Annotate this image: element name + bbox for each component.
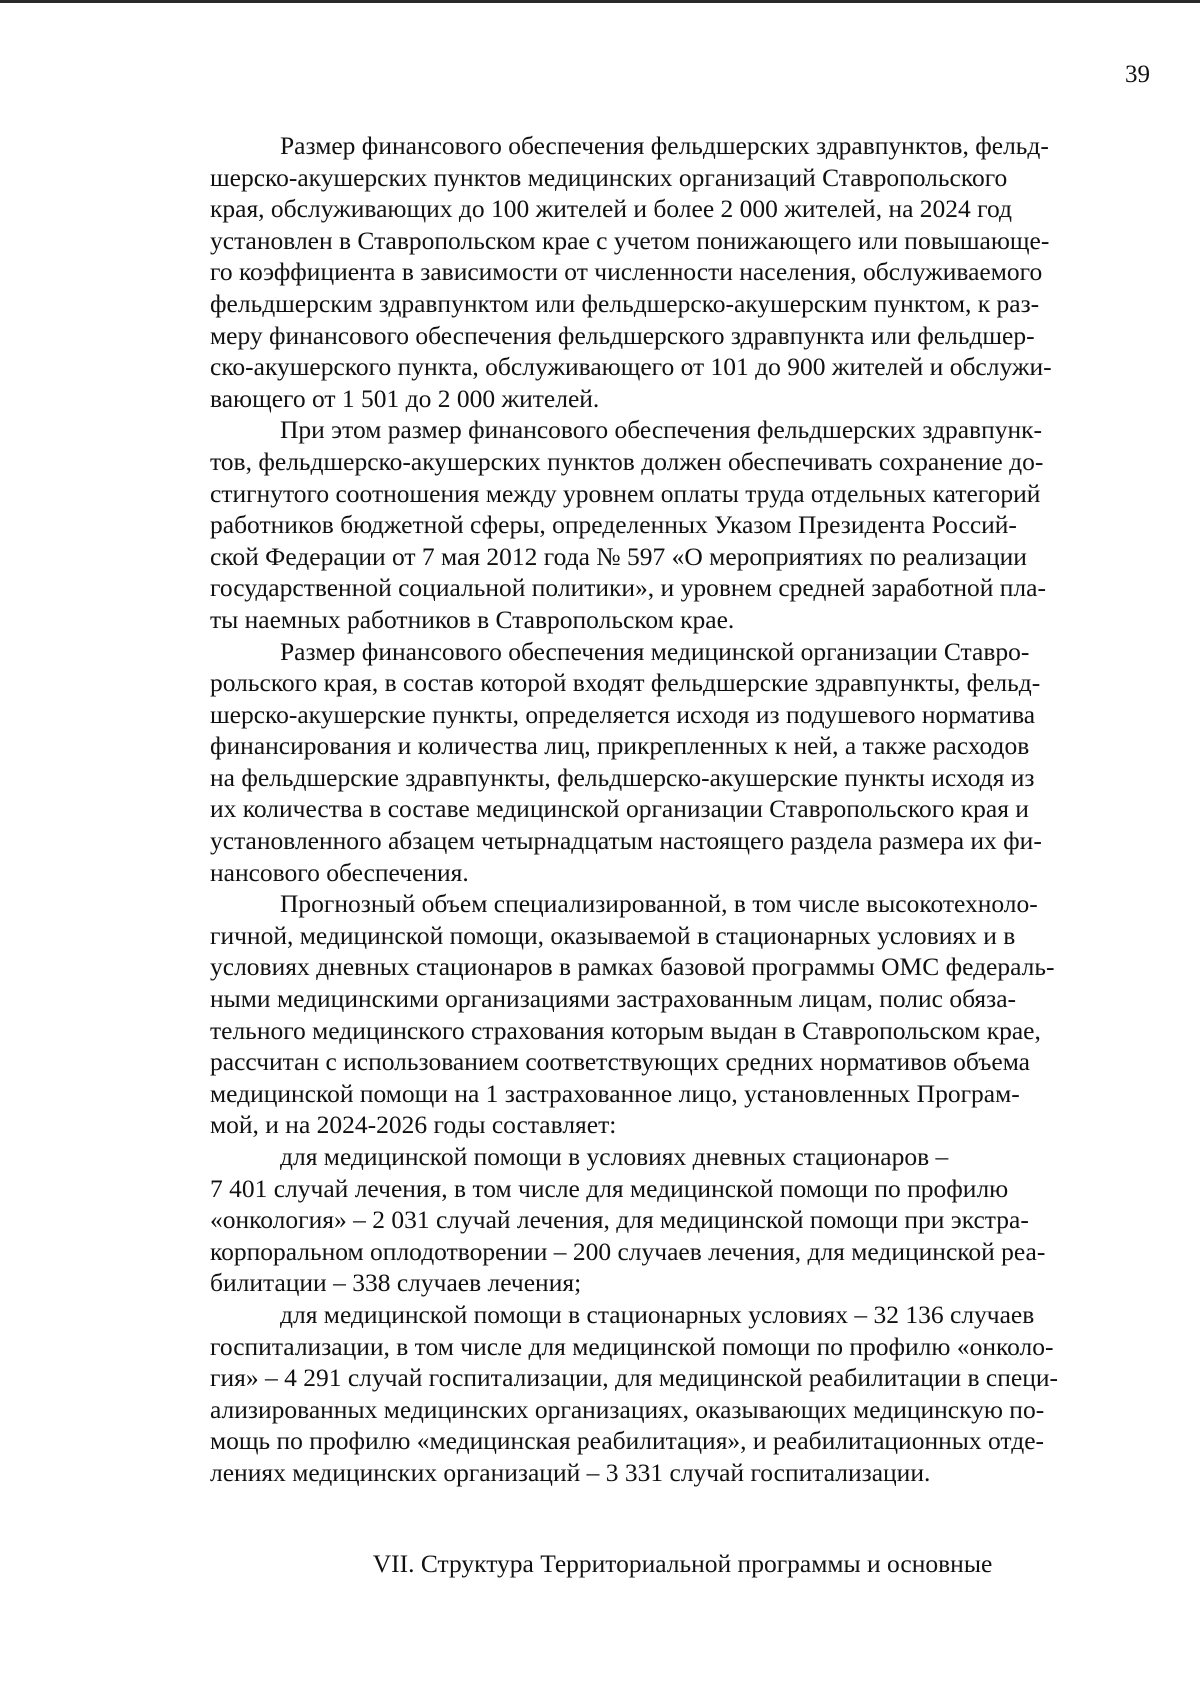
paragraph-forecast-volume: Прогнозный объем специализированной, в том числе высокотехноло- гичной, медицинской помощи, оказываемой в стационарных условиях и в условиях дневных стационаров в рамках базовой программы ОМС федераль- ными медицинскими организациями застрахованным лицам, полис обяза- тельного медицинского страхования которым выдан в Ставропольском крае, рассчитан с использованием соответствующих средних нормативов объема медицинской помощи на 1 застрахованное лицо, установленных Програм- мой, и на 2024-2026 годы составляет: (210, 889, 1055, 1140)
paragraph-medical-organization-funding: Размер финансового обеспечения медицинской организации Ставро- pольского края, в состав которой входят фельдшерские здравпункты, фельд- шерско-акушерские пункты, определяется исходя из подушевого норматива финансирования и количества лиц, прикрепленных к ней, а также расходов на фельдшерские здравпункты, фельдшерско-акушерские пункты исходя из их количества в составе медицинской организации Ставропольского края и установленного абзацем четырнадцатым настоящего раздела размера их фи- нансового обеспечения. (210, 636, 1042, 887)
paragraph-inpatient-cases: для медицинской помощи в стационарных условиях – 32 136 случаев госпитализации, в том числе для медицинской помощи по профилю «онколо- гия» – 4 291 случай госпитализации, для медицинской реабилитации в специ- ализированных медицинских организациях, оказывающих медицинскую по- мощь по профилю «медицинская реабилитация», и реабилитационных отде- лениях медицинских организаций – 3 331 случай госпитализации. (210, 1299, 1058, 1487)
top-border-line (0, 0, 1200, 3)
paragraph-feldsher-funding-size: Размер финансового обеспечения фельдшерских здравпунктов, фельд- шерско-акушерских пунктов медицинских организаций Ставропольского края, обслуживающих до 100 жителей и более 2 000 жителей, на 2024 год установлен в Ставропольском крае с учетом понижающего или повышающе- го коэффициента в зависимости от численности населения, обслуживаемого фельдшерским здравпунктом или фельдшерско-акушерским пунктом, к раз- меру финансового обеспечения фельдшерского здравпункта или фельдшер- ско-акушерского пункта, обслуживающего от 101 до 900 жителей и обслужи- вающего от 1 501 до 2 000 жителей. (210, 131, 1052, 413)
body-text (210, 130, 1155, 1489)
section-heading: VII. Структура Территориальной программы и основные (372, 1549, 993, 1578)
paragraph-day-hospital-cases: для медицинской помощи в условиях дневных стационаров – 7 401 случай лечения, в том числе для медицинской помощи по профилю «онкология» – 2 031 случай лечения, для медицинской помощи при экстра- корпоральном оплодотворении – 200 случаев лечения, для медицинской реа- билитации – 338 случаев лечения; (210, 1142, 1046, 1298)
page-number: 39 (1125, 61, 1150, 88)
paragraph-salary-ratio: При этом размер финансового обеспечения фельдшерских здравпунк- тов, фельдшерско-акушерских пунктов должен обеспечивать сохранение до- стигнутого соотношения между уровнем оплаты труда отдельных категорий работников бюджетной сферы, определенных Указом Президента Россий- ской Федерации от 7 мая 2012 года № 597 «О мероприятиях по реализации государственной социальной политики», и уровнем средней заработной пла- ты наемных работников в Ставропольском крае. (210, 415, 1046, 634)
